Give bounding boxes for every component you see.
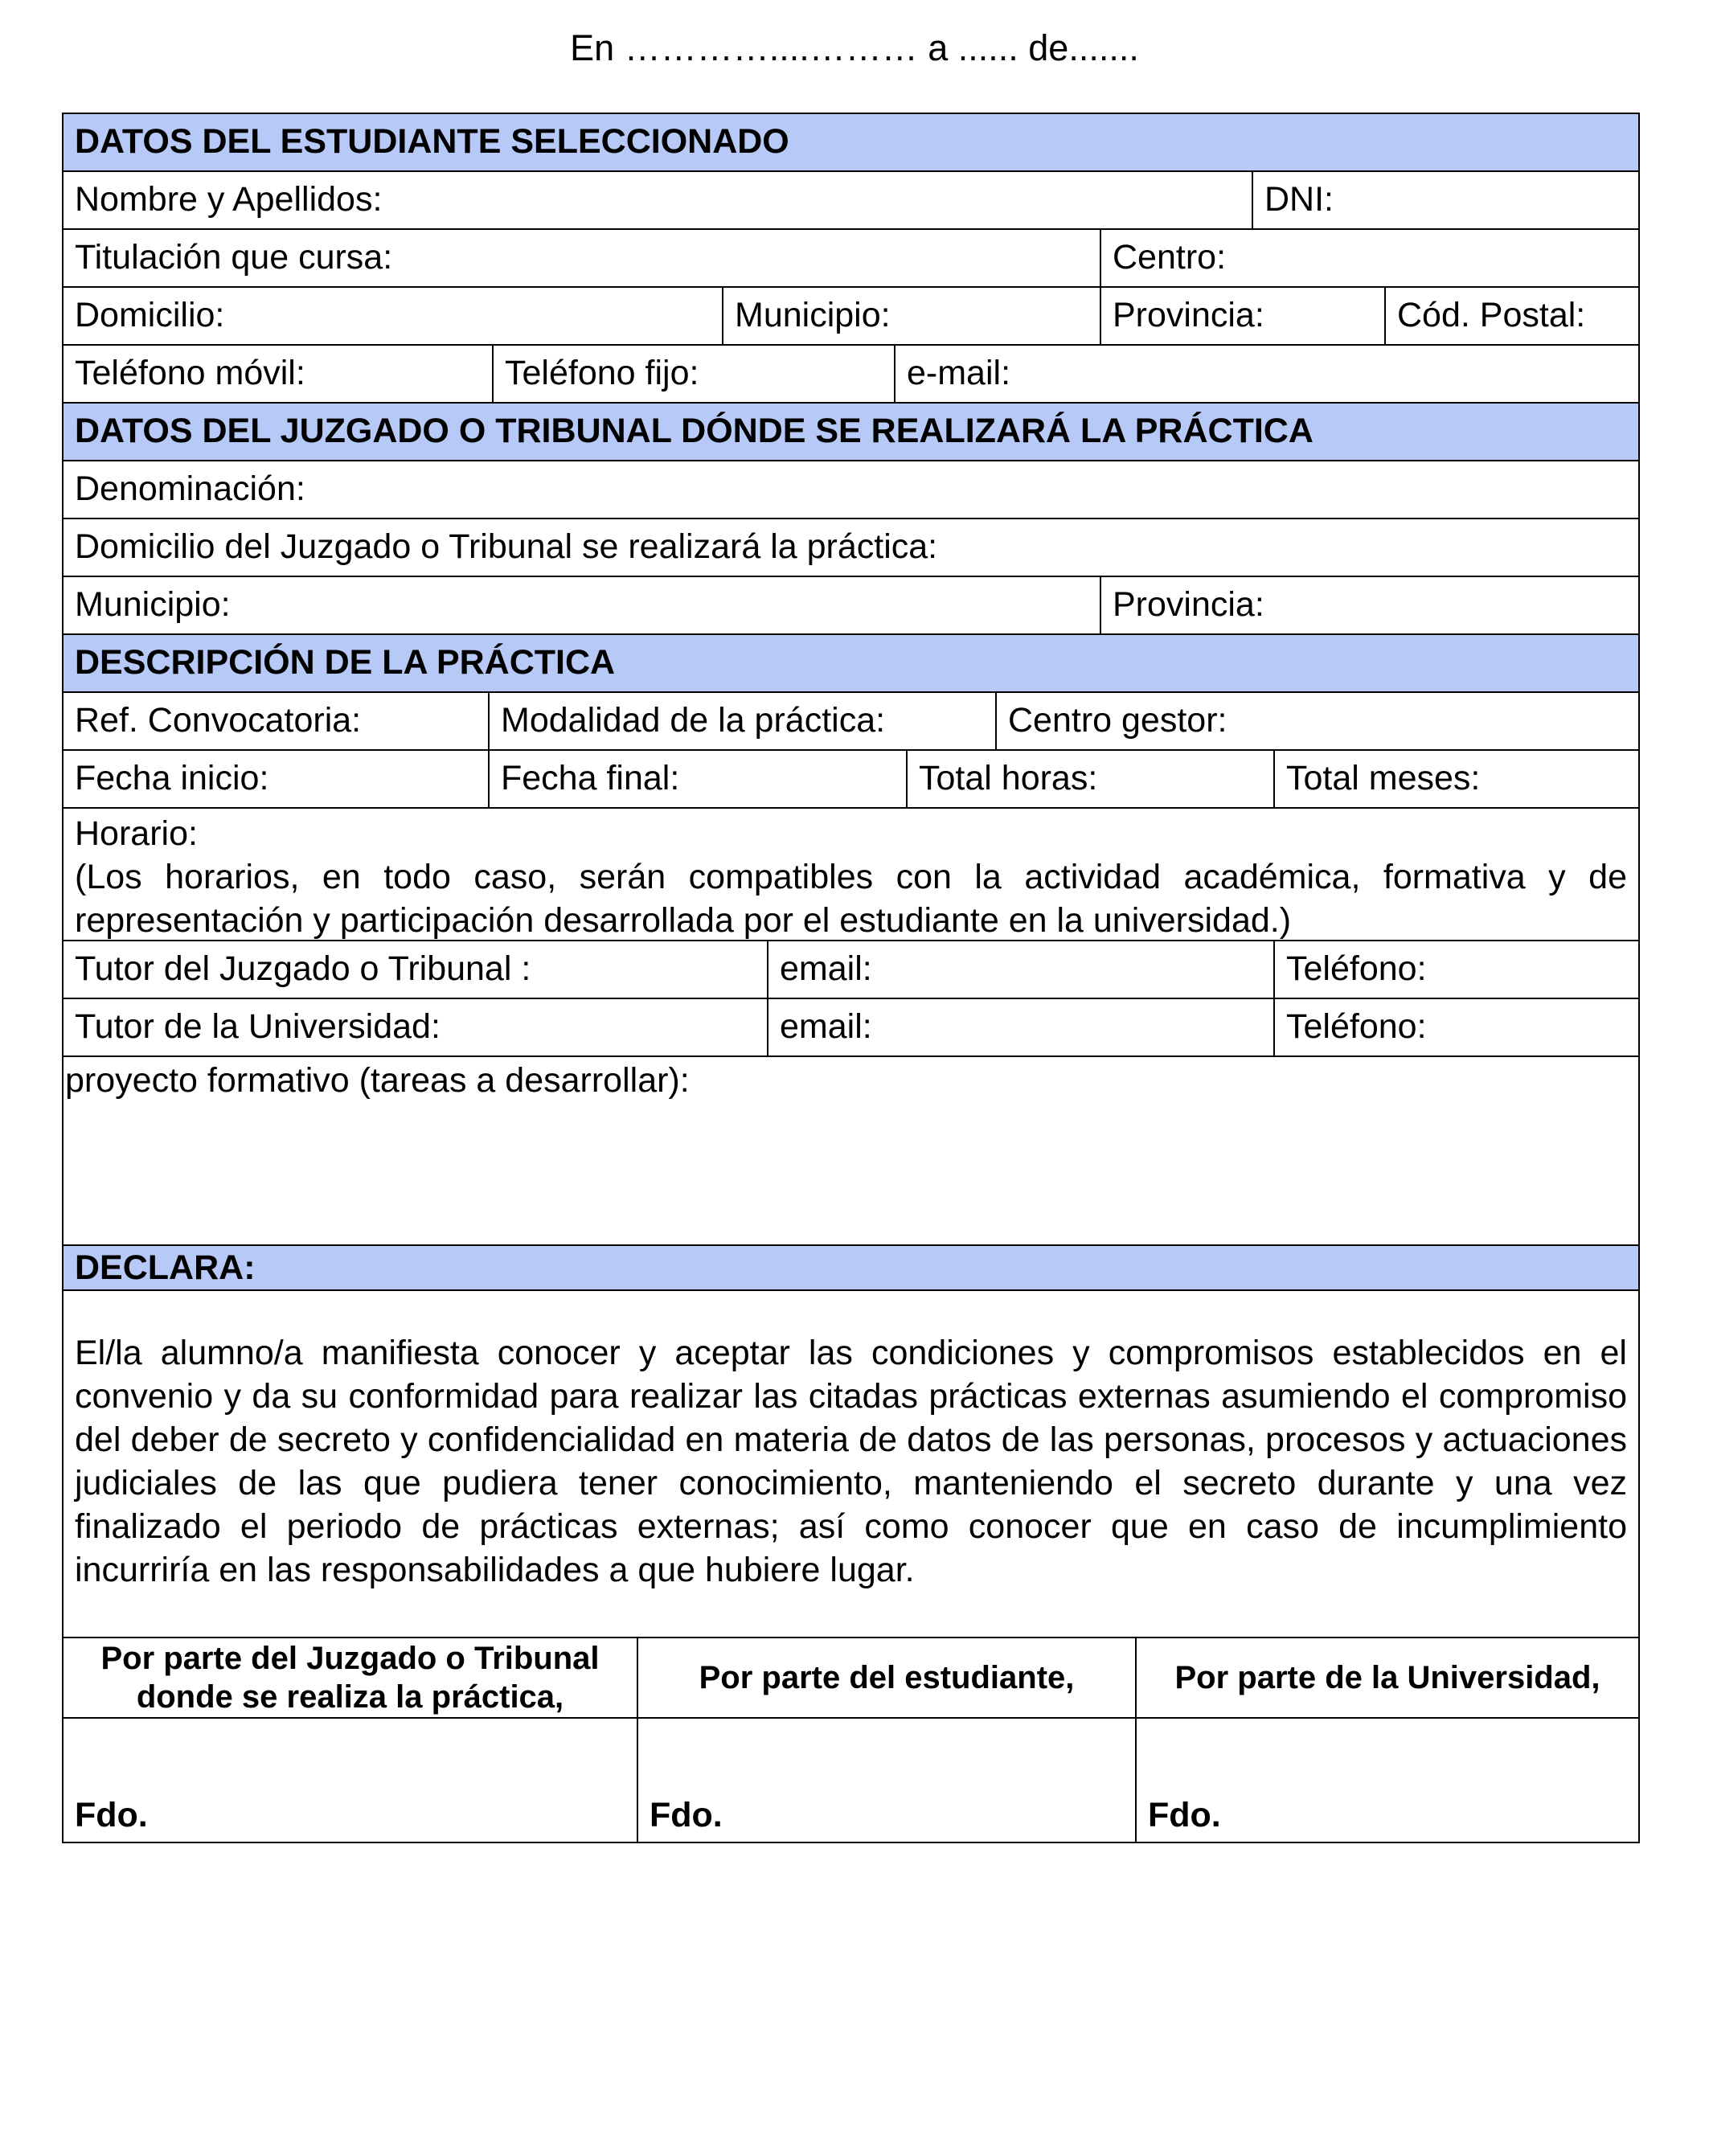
signature-header-row xyxy=(64,1638,1638,1719)
training-project-row[interactable] xyxy=(64,1057,1638,1246)
court-address-field[interactable]: Domicilio del Juzgado o Tribunal se realizará la práctica: xyxy=(75,527,938,566)
court-location-row xyxy=(64,577,1638,635)
signature-court-box[interactable] xyxy=(64,1719,637,1842)
student-province-field[interactable]: Provincia: xyxy=(1100,288,1384,344)
student-name-row xyxy=(64,172,1638,230)
practice-managing-center-field[interactable]: Centro gestor: xyxy=(995,693,1638,749)
declaration-section-header xyxy=(64,1246,1638,1291)
practice-modality-field[interactable]: Modalidad de la práctica: xyxy=(488,693,995,749)
student-degree-field[interactable]: Titulación que cursa: xyxy=(75,238,393,277)
training-project-label: proyecto formativo (tareas a desarrollar): xyxy=(65,1061,690,1100)
court-municipality-field[interactable]: Municipio: xyxy=(75,585,231,624)
student-mobile-field[interactable]: Teléfono móvil: xyxy=(75,354,305,392)
practice-ref-row xyxy=(64,693,1638,751)
declaration-row xyxy=(64,1291,1638,1638)
practice-ref-field[interactable]: Ref. Convocatoria: xyxy=(75,701,362,740)
court-denomination-field[interactable]: Denominación: xyxy=(75,469,305,508)
practice-schedule-note: (Los horarios, en todo caso, serán compatibles con la actividad académica, formativa y de representación y participación desarrollada por el estudiante en la universidad.) xyxy=(75,858,1627,940)
signature-student-fdo: Fdo. xyxy=(650,1796,723,1834)
court-section-header xyxy=(64,404,1638,461)
internship-form xyxy=(62,113,1640,1843)
practice-end-date-field[interactable]: Fecha final: xyxy=(488,751,906,807)
court-tutor-phone-field[interactable]: Teléfono: xyxy=(1273,941,1638,998)
practice-section-header xyxy=(64,635,1638,693)
practice-section-title: DESCRIPCIÓN DE LA PRÁCTICA xyxy=(75,643,616,682)
university-tutor-row xyxy=(64,999,1638,1057)
student-landline-field[interactable]: Teléfono fijo: xyxy=(492,346,894,402)
court-tutor-row xyxy=(64,941,1638,999)
university-tutor-email-field[interactable]: email: xyxy=(767,999,1273,1055)
court-tutor-email-field[interactable]: email: xyxy=(767,941,1273,998)
university-tutor-phone-field[interactable]: Teléfono: xyxy=(1273,999,1638,1055)
court-denomination-row xyxy=(64,461,1638,519)
signature-court-fdo: Fdo. xyxy=(75,1796,148,1834)
student-municipality-field[interactable]: Municipio: xyxy=(722,288,1100,344)
signature-university-heading: Por parte de la Universidad, xyxy=(1135,1638,1638,1717)
court-address-row xyxy=(64,519,1638,577)
student-address-field[interactable]: Domicilio: xyxy=(75,296,225,334)
student-address-row xyxy=(64,288,1638,346)
student-center-field[interactable]: Centro: xyxy=(1100,230,1638,286)
signature-student-heading: Por parte del estudiante, xyxy=(637,1638,1135,1717)
declaration-text: El/la alumno/a manifiesta conocer y aceptar las condiciones y compromisos establecidos en el convenio y da su conformidad para realizar las citadas prácticas externas asumiendo el compromiso del deber de secreto y confidencialidad en materia de datos de las personas, procesos y actuaciones judiciales de las que pudiera tener conocimiento, manteniendo el secreto durante y una vez finalizado el periodo de prácticas externas; así como conocer que en caso de incumplimiento incurriría en las responsabilidades a que hubiere lugar. xyxy=(75,1334,1627,1589)
place-date-line: En …………....……… a ...... de....... xyxy=(570,27,1139,68)
practice-start-date-field[interactable]: Fecha inicio: xyxy=(75,759,269,797)
signature-row xyxy=(64,1719,1638,1842)
practice-total-months-field[interactable]: Total meses: xyxy=(1273,751,1638,807)
student-postal-code-field[interactable]: Cód. Postal: xyxy=(1384,288,1638,344)
student-email-field[interactable]: e-mail: xyxy=(894,346,1638,402)
student-dni-field[interactable]: DNI: xyxy=(1252,172,1638,228)
student-contact-row xyxy=(64,346,1638,404)
court-section-title: DATOS DEL JUZGADO O TRIBUNAL DÓNDE SE REALIZARÁ LA PRÁCTICA xyxy=(75,412,1314,450)
practice-total-hours-field[interactable]: Total horas: xyxy=(906,751,1273,807)
court-tutor-field[interactable]: Tutor del Juzgado o Tribunal : xyxy=(75,949,531,988)
signature-university-fdo: Fdo. xyxy=(1148,1796,1221,1834)
declaration-section-title: DECLARA: xyxy=(75,1248,256,1287)
student-degree-row xyxy=(64,230,1638,288)
signature-university-box[interactable] xyxy=(1135,1719,1638,1842)
court-province-field[interactable]: Provincia: xyxy=(1100,577,1638,633)
practice-dates-row xyxy=(64,751,1638,809)
practice-schedule-row[interactable] xyxy=(64,809,1638,941)
university-tutor-field[interactable]: Tutor de la Universidad: xyxy=(75,1007,441,1046)
student-name-field[interactable]: Nombre y Apellidos: xyxy=(75,180,383,219)
signature-court-heading: Por parte del Juzgado o Tribunal donde se realiza la práctica, xyxy=(100,1641,600,1715)
student-section-header xyxy=(64,114,1638,172)
signature-student-box[interactable] xyxy=(637,1719,1135,1842)
practice-schedule-label: Horario: xyxy=(75,814,198,853)
student-section-title: DATOS DEL ESTUDIANTE SELECCIONADO xyxy=(75,122,789,161)
